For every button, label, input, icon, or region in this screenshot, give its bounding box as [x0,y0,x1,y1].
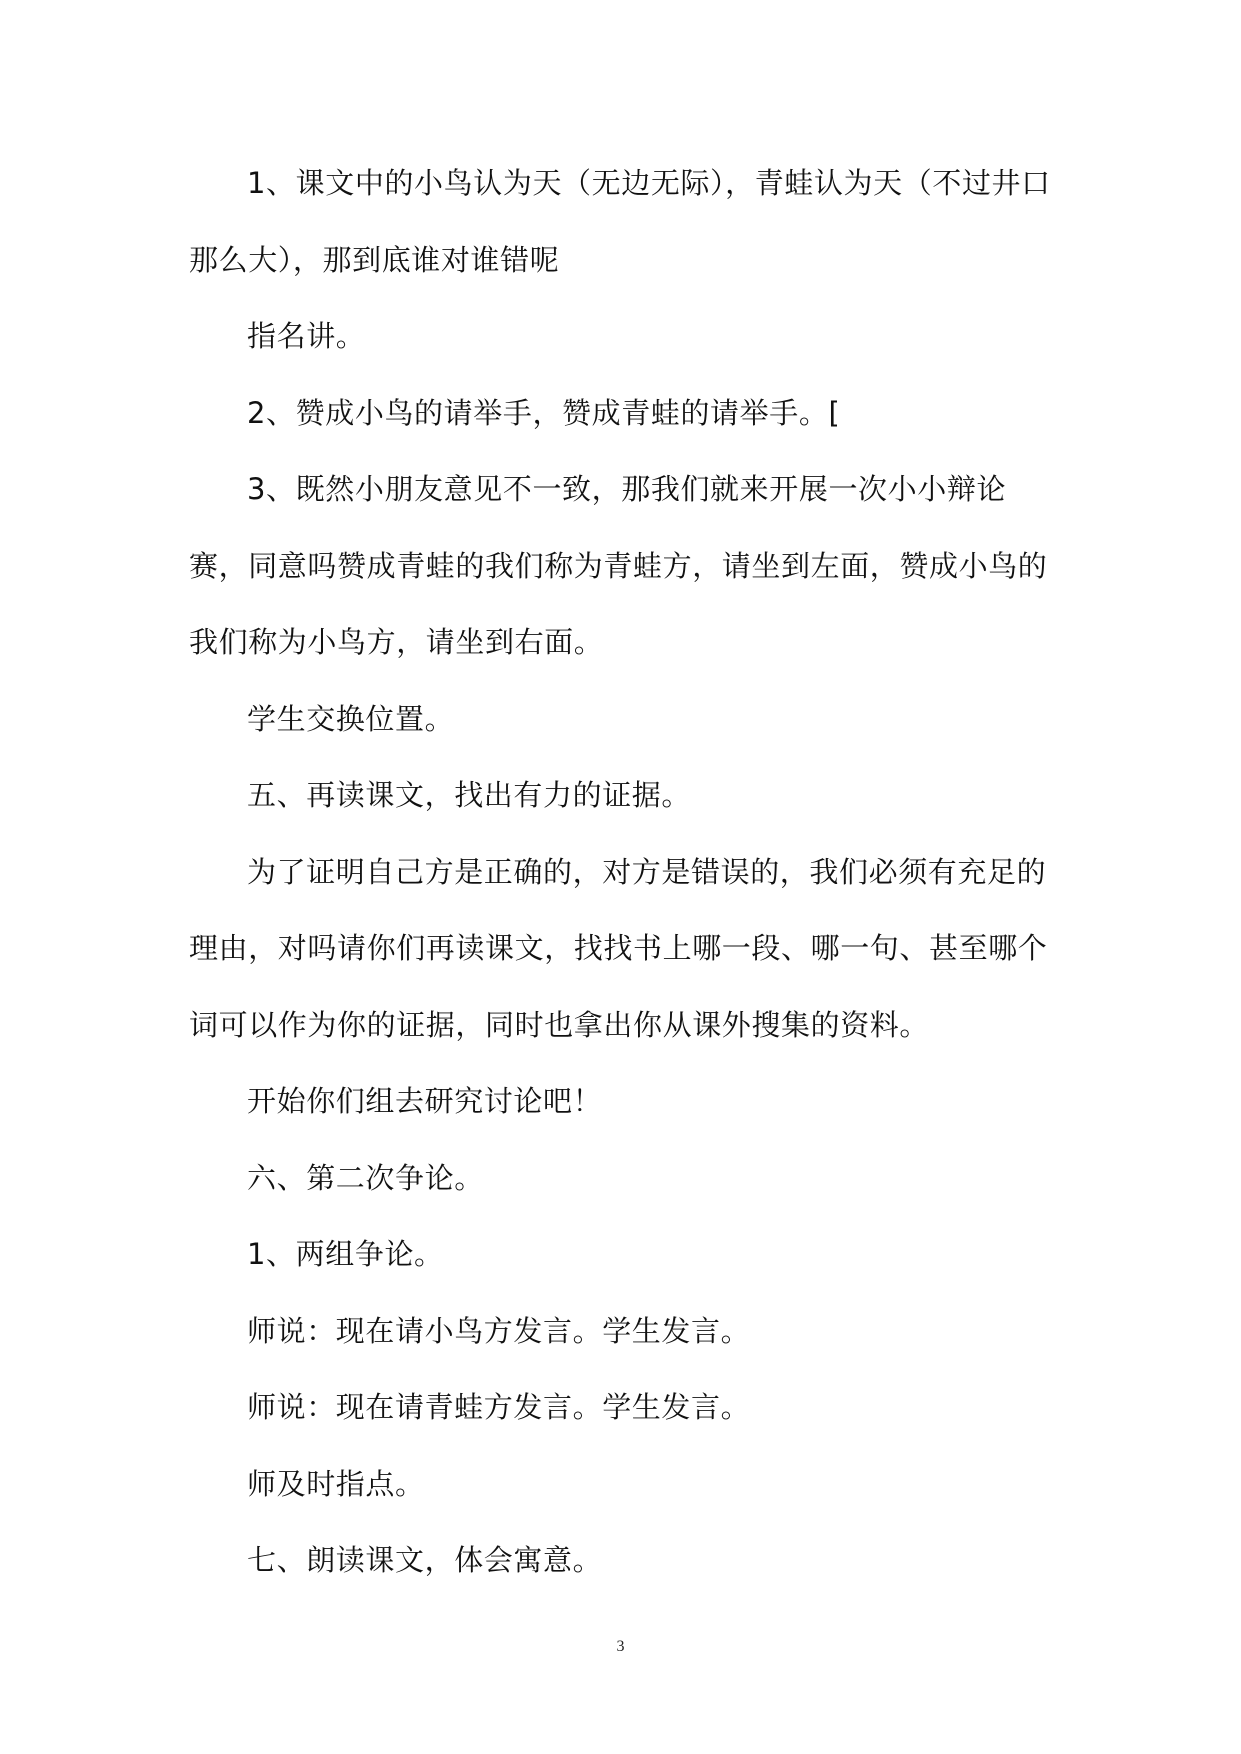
paragraph: 师及时指点。 [247,1466,425,1501]
paragraph: 1、两组争论。 [247,1237,444,1271]
paragraph: 开始你们组去研究讨论吧！ [247,1084,603,1118]
paragraph: 师说：现在请小鸟方发言。学生发言。 [247,1313,751,1348]
paragraph: 3、既然小朋友意见不一致，那我们就来开展一次小小辩论赛，同意吗赞成青蛙的我们称为青蛙方，请坐到左面，赞成小鸟的我们称为小鸟方，请坐到右面。 [189,472,1048,659]
document-body [189,145,1059,1599]
paragraph: 学生交换位置。 [247,701,455,736]
paragraph: 师说：现在请青蛙方发言。学生发言。 [247,1390,751,1424]
page-number: 3 [616,1638,625,1655]
paragraph: 指名讲。 [247,319,366,353]
paragraph: 为了证明自己方是正确的，对方是错误的，我们必须有充足的理由，对吗请你们再读课文，找找书上哪一段、哪一句、甚至哪个词可以作为你的证据，同时也拿出你从课外搜集的资料。 [189,854,1048,1042]
paragraph: 1、课文中的小鸟认为天（无边无际），青蛙认为天（不过井口那么大），那到底谁对谁错呢 [189,166,1051,277]
paragraph: 2、赞成小鸟的请举手，赞成青蛙的请举手。[ [247,395,841,430]
section-heading: 七、朗读课文，体会寓意。 [247,1543,603,1577]
section-heading: 五、再读课文，找出有力的证据。 [247,778,692,812]
section-heading: 六、第二次争论。 [247,1160,484,1195]
